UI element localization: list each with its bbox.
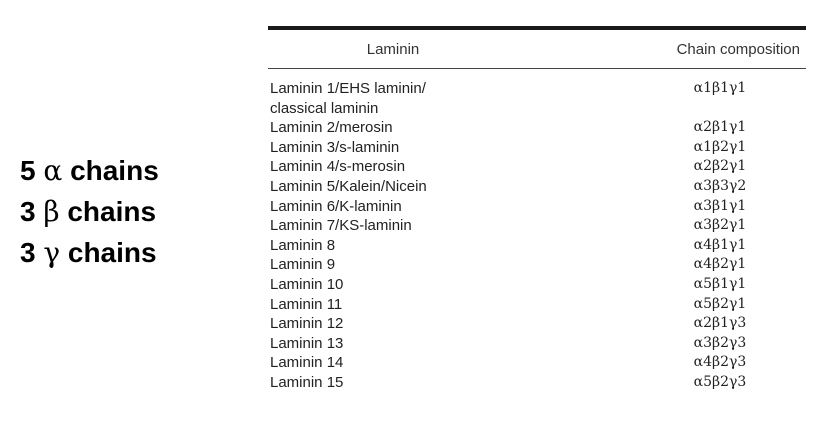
gamma-label: chains <box>67 237 157 268</box>
table-row <box>268 216 806 236</box>
chain-composition-cell: α1β1γ1 <box>693 80 747 96</box>
laminin-name-cell: Laminin 3/s-laminin <box>270 138 400 156</box>
laminin-name-cell: Laminin 4/s-merosin <box>270 158 406 176</box>
chain-composition-cell: α5β2γ3 <box>693 373 747 390</box>
laminin-name-cell: Laminin 12 <box>270 315 344 333</box>
table-row <box>268 334 806 354</box>
chain-composition-cell: α3β1γ1 <box>693 197 747 214</box>
beta-label: chains <box>67 196 157 227</box>
laminin-name-cell: classical laminin <box>270 99 379 117</box>
chain-composition-cell: α2β1γ3 <box>693 315 747 332</box>
laminin-name-cell: Laminin 6/K-laminin <box>270 197 402 215</box>
chain-composition-cell: α4β1γ1 <box>693 236 747 253</box>
table-row <box>268 236 806 256</box>
laminin-name-cell: Laminin 13 <box>270 334 344 352</box>
laminin-name-cell: Laminin 9 <box>270 256 336 274</box>
table-row <box>268 99 806 119</box>
table-row <box>268 295 806 315</box>
chain-composition-cell <box>640 99 800 119</box>
table-row <box>268 79 806 99</box>
chain-composition-cell: α5β2γ1 <box>693 295 747 312</box>
laminin-name-cell: Laminin 14 <box>270 354 344 372</box>
table-row <box>268 118 806 138</box>
laminin-name-cell: Laminin 8 <box>270 236 336 254</box>
laminin-name-cell: Laminin 2/merosin <box>270 119 393 137</box>
chain-composition-cell: α2β1γ1 <box>693 119 747 136</box>
laminin-name-cell: Laminin 5/Kalein/Nicein <box>270 177 427 195</box>
chain-composition-cell: α3β2γ1 <box>693 217 747 234</box>
alpha-chains-line <box>20 150 159 191</box>
table-header <box>268 30 806 68</box>
table-row <box>268 314 806 334</box>
beta-chains-line <box>20 191 159 232</box>
table-row <box>268 157 806 177</box>
chain-composition-cell: α5β1γ1 <box>693 275 747 292</box>
table-row <box>268 197 806 217</box>
header-laminin: Laminin <box>366 40 420 58</box>
chain-composition-cell: α2β2γ1 <box>693 158 747 175</box>
gamma-chains-line <box>20 232 159 273</box>
header-chain-composition: Chain composition <box>676 40 800 58</box>
table-body <box>268 69 806 393</box>
table-row <box>268 373 806 393</box>
chain-composition-cell: α1β2γ1 <box>693 138 747 155</box>
laminin-name-cell: Laminin 10 <box>270 275 344 293</box>
beta-count: 3 <box>20 196 36 227</box>
chain-composition-cell: α4β2γ1 <box>693 256 747 273</box>
alpha-count: 5 <box>20 155 36 186</box>
beta-symbol: β <box>43 195 60 228</box>
laminin-name-cell: Laminin 11 <box>270 295 343 313</box>
table-row <box>268 138 806 158</box>
laminin-name-cell: Laminin 15 <box>270 373 344 391</box>
gamma-symbol: γ <box>43 236 61 269</box>
table-row <box>268 275 806 295</box>
chain-summary <box>20 150 159 273</box>
alpha-symbol: α <box>43 154 63 187</box>
alpha-label: chains <box>70 155 159 186</box>
chain-composition-cell: α4β2γ3 <box>693 354 747 371</box>
gamma-count: 3 <box>20 237 36 268</box>
table-row <box>268 353 806 373</box>
laminin-table <box>268 26 806 393</box>
laminin-name-cell: Laminin 1/EHS laminin/ <box>270 80 426 97</box>
table-row <box>268 177 806 197</box>
laminin-name-cell: Laminin 7/KS-laminin <box>270 217 412 235</box>
table-row <box>268 255 806 275</box>
chain-composition-cell: α3β2γ3 <box>693 334 747 351</box>
chain-composition-cell: α3β3γ2 <box>693 177 747 194</box>
